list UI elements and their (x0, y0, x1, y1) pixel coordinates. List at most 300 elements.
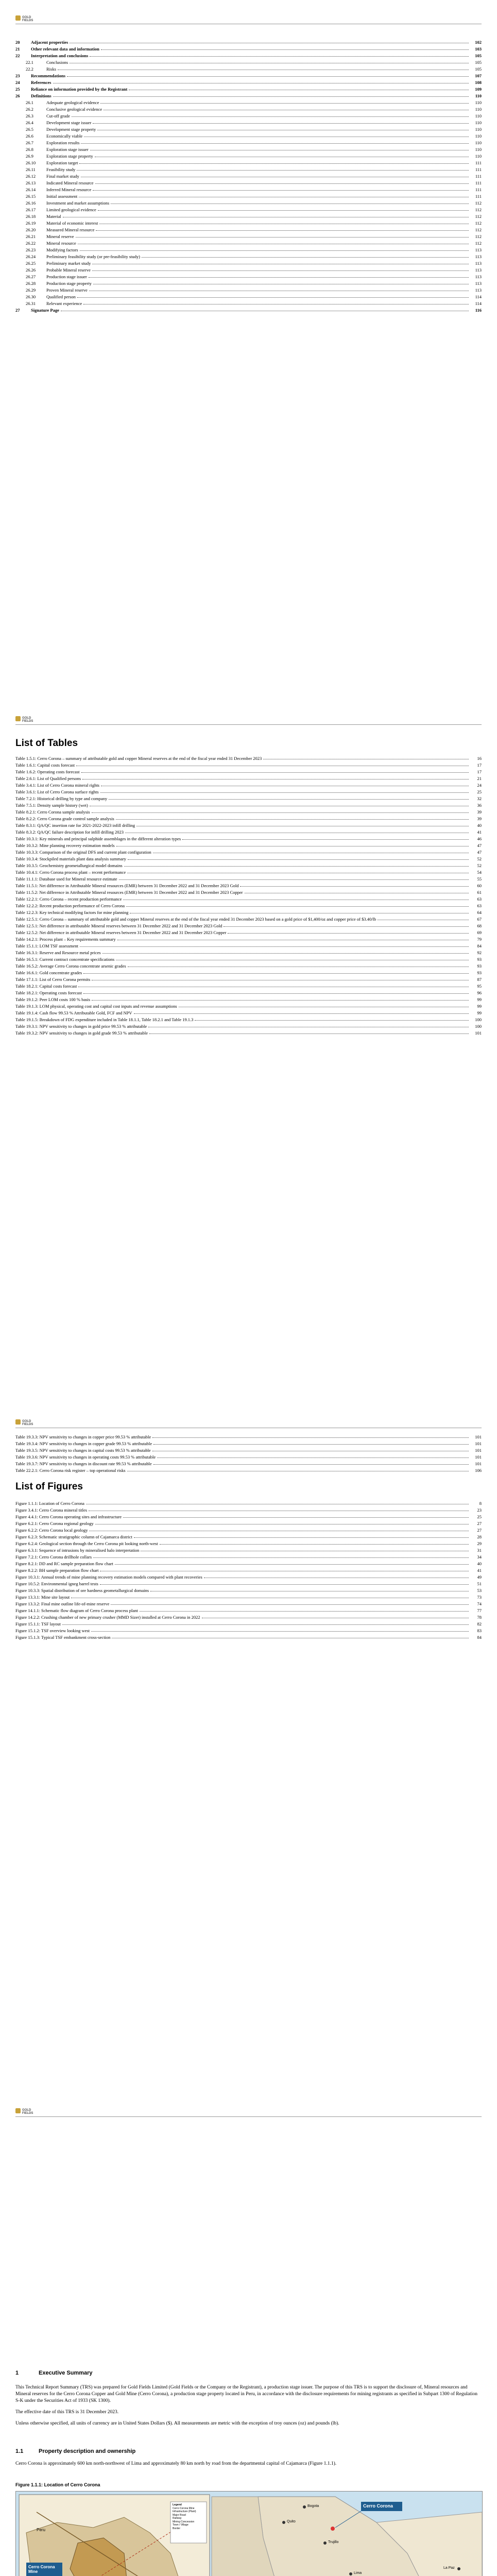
toc-row[interactable] (15, 875, 482, 882)
toc-row[interactable] (15, 1446, 482, 1453)
toc-row[interactable] (15, 1533, 482, 1539)
toc-row-page: 53 (477, 1588, 482, 1593)
toc-row[interactable] (15, 1466, 482, 1473)
toc-row-page: 8 (479, 1501, 482, 1506)
toc-row[interactable] (15, 246, 482, 252)
summary-page (0, 2102, 497, 2576)
toc-row-label: Recommendations (31, 73, 66, 78)
toc-row-label: Table 12.5.2: Net difference in attributable Mineral reserves between 31 December 2022 and 31 December 2023 Copper (15, 930, 227, 935)
toc-row-page: 32 (477, 796, 482, 801)
toc-row-label: Interpretation and conclusions (31, 53, 89, 58)
toc-row[interactable] (15, 1526, 482, 1533)
toc-row[interactable] (15, 1519, 482, 1526)
toc-row[interactable] (15, 1029, 482, 1036)
toc-row[interactable] (15, 982, 482, 989)
toc-row-page: 100 (475, 1024, 482, 1029)
leader-dots (76, 237, 469, 238)
toc-row-label: Table 18.2.1: Capital costs forecast (15, 984, 77, 989)
toc-row[interactable] (15, 112, 482, 118)
toc-row-number: 26.26 (26, 267, 36, 273)
toc-row[interactable] (15, 132, 482, 139)
leader-dots (92, 1000, 469, 1001)
toc-row-label: Limited geological evidence (46, 207, 96, 212)
toc-row-page: 92 (477, 950, 482, 955)
toc-row[interactable] (15, 192, 482, 199)
leader-dots (90, 56, 469, 57)
toc-row[interactable] (15, 1506, 482, 1513)
toc-row-number: 26.13 (26, 180, 36, 185)
paragraph: Cerro Corona is approximately 600 km north-northwest of Lima and approximately 80 km north by road from the departmental capital of Cajamarca (Figure 1.1.1). (15, 2461, 337, 2466)
toc-row-label: Measured Mineral resource (46, 227, 95, 232)
toc-row-number: 26.15 (26, 194, 36, 199)
toc-row[interactable] (15, 293, 482, 299)
toc-row-page: 84 (477, 1635, 482, 1640)
toc-row-number: 26.10 (26, 160, 36, 165)
leader-dots (98, 210, 469, 211)
toc-row[interactable] (15, 232, 482, 239)
toc-row-page: 111 (475, 167, 482, 172)
toc-row-label: Table 16.5.1: Current contract concentrate specifications (15, 957, 115, 962)
toc-row[interactable] (15, 159, 482, 165)
leader-dots (240, 886, 469, 887)
toc-row-label: Inferred Mineral resource (46, 187, 92, 192)
toc-row[interactable] (15, 58, 482, 65)
toc-row-page: 110 (475, 120, 482, 125)
toc-row-number: 26.5 (26, 127, 33, 132)
toc-row-label: Table 8.3.2: QA/QC failure description for infill drilling 2023 (15, 829, 124, 835)
toc-row-label: Figure 6.2.1: Cerro Corona regional geology (15, 1521, 94, 1526)
leader-dots (134, 1013, 469, 1014)
toc-row[interactable] (15, 1600, 482, 1606)
leader-dots (149, 1033, 469, 1034)
toc-row-page: 101 (475, 1454, 482, 1460)
legend-item: Town / Village (173, 2523, 188, 2527)
toc-row-label: Figure 14.2.2: Crushing chamber of new primary crusher (MMD Sizer) installed at Cerro Corona in 2022 (15, 1615, 200, 1620)
toc-row[interactable] (15, 1439, 482, 1446)
toc-row-page: 28 (477, 1534, 482, 1539)
toc-row-number: 26.31 (26, 301, 36, 306)
toc-row[interactable] (15, 219, 482, 226)
toc-row[interactable] (15, 955, 482, 962)
toc-row-page: 39 (477, 809, 482, 815)
toc-row[interactable] (15, 279, 482, 286)
toc-row[interactable] (15, 252, 482, 259)
toc-row[interactable] (15, 299, 482, 306)
legend-item: Railway (173, 2517, 182, 2520)
toc-row[interactable] (15, 165, 482, 172)
toc-row-label: Table 19.1.2: Peer LOM costs 100 % basis (15, 997, 91, 1002)
toc-row[interactable] (15, 888, 482, 895)
toc-row-label: Production stage property (46, 281, 92, 286)
leader-dots (102, 953, 469, 954)
toc-row-page: 16 (477, 756, 482, 761)
toc-row-page: 100 (475, 1017, 482, 1022)
toc-row[interactable] (15, 179, 482, 185)
toc-row-label: Adjacent properties (31, 40, 68, 45)
toc-row-label: Table 11.5.2: Net difference in Attributable Mineral resources (EMR) between 31 December 2022 and 31 December 2023 Copper (15, 890, 243, 895)
toc-row-number: 26.8 (26, 147, 33, 152)
toc-row-label: Other relevant data and information (31, 46, 99, 52)
toc-row[interactable] (15, 1453, 482, 1460)
legend-item: Infrastructure (Plant) (173, 2510, 196, 2513)
toc-row-number: 26.1 (26, 100, 33, 105)
toc-row[interactable] (15, 808, 482, 815)
toc-row-label: Figure 1.1.1: Location of Cerro Corona (15, 1501, 84, 1506)
leader-dots (126, 906, 469, 907)
legend-title: Legend (173, 2503, 182, 2506)
toc-row-page: 101 (475, 1441, 482, 1446)
leader-dots (91, 1631, 469, 1632)
toc-row[interactable] (15, 1022, 482, 1029)
toc-row[interactable] (15, 145, 482, 152)
toc-row[interactable] (15, 1009, 482, 1015)
toc-row[interactable] (15, 199, 482, 206)
toc-row-page: 93 (477, 970, 482, 975)
toc-row-number: 26.25 (26, 261, 36, 266)
toc-row-page: 67 (477, 917, 482, 922)
toc-row-label: Relevant experience (46, 301, 82, 306)
toc-row-label: Table 3.4.1: List of Cerro Corona mineral rights (15, 783, 99, 788)
toc-row-label: Figure 15.1.2: TSF overview looking west (15, 1628, 90, 1633)
toc-row[interactable] (15, 761, 482, 768)
toc-row[interactable] (15, 1613, 482, 1620)
toc-row-page: 106 (475, 1468, 482, 1473)
toc-row[interactable] (15, 781, 482, 788)
property-text (15, 2461, 482, 2472)
city-marker-icon (457, 2567, 460, 2570)
toc-row-number: 26.24 (26, 254, 36, 259)
toc-row-page: 47 (477, 850, 482, 855)
city-marker-icon (303, 2505, 306, 2509)
toc-row[interactable] (15, 172, 482, 179)
toc-row[interactable] (15, 98, 482, 105)
toc-row-label: Figure 6.2.3: Schematic stratigraphic column of Cajamarca district (15, 1534, 132, 1539)
toc-row-label: Table 22.2.1: Cerro Corona risk register – top operational risks (15, 1468, 126, 1473)
leader-dots (80, 250, 469, 251)
toc-row-label: Figure 15.1.3: Typical TSF embankment cross-section (15, 1635, 111, 1640)
toc-row[interactable] (15, 1560, 482, 1566)
toc-row[interactable] (15, 85, 482, 92)
toc-row[interactable] (15, 841, 482, 848)
toc-row[interactable] (15, 1546, 482, 1553)
toc-row[interactable] (15, 78, 482, 85)
city-marker-icon (349, 2572, 352, 2575)
toc-row[interactable] (15, 975, 482, 982)
toc-row-page: 46 (477, 836, 482, 841)
toc-row[interactable] (15, 306, 482, 313)
toc-row[interactable] (15, 72, 482, 78)
toc-row[interactable] (15, 815, 482, 821)
leader-dots (142, 257, 469, 258)
header-rule (15, 2116, 482, 2117)
toc-row-label: Mineral resource (46, 241, 76, 246)
toc-row-label: Figure 8.2.2: BH sample preparation flow chart (15, 1568, 99, 1573)
toc-row-number: 26.28 (26, 281, 36, 286)
toc-row-label: Conclusive geological evidence (46, 107, 102, 112)
toc-row[interactable] (15, 962, 482, 969)
toc-row-label: Table 15.1.1: LOM TSF assessment (15, 943, 79, 948)
toc-row[interactable] (15, 1633, 482, 1640)
toc-row[interactable] (15, 868, 482, 875)
toc-row-page: 110 (475, 140, 482, 145)
section-heading: 1 Executive Summary (15, 2370, 93, 2376)
toc-row-page: 99 (477, 997, 482, 1002)
toc-row[interactable] (15, 185, 482, 192)
toc-row-number: 22.1 (26, 60, 33, 65)
toc-row[interactable] (15, 922, 482, 928)
toc-row-page: 114 (475, 294, 482, 299)
paragraph: This Technical Report Summary (TRS) was prepared for Gold Fields Limited (Gold Fields or the Company or the Registrant), a production stage issuer. The purpose of this TRS is to support the disclosure of, Mineral resources and Mineral reserves for the Cerro Corona Copper and Gold Mine (Cerro Corona), a production stage property located in Peru, in accordance with the disclosure requirements for mining registrants as specified in Subpart 1300 of Regulation S-K under the Securities Act of 1933 (SK 1300). (15, 2385, 477, 2403)
toc-row-label: Table 8.2.2: Cerro Corona grade control sample analysis (15, 816, 114, 821)
toc-row[interactable] (15, 239, 482, 246)
list-of-figures-title: List of Figures (15, 1481, 83, 1492)
callout-right-label: Cerro Corona (363, 2503, 393, 2509)
toc-row[interactable] (15, 118, 482, 125)
toc-row[interactable] (15, 948, 482, 955)
leader-dots (83, 993, 469, 994)
toc-row[interactable] (15, 828, 482, 835)
toc-row-page: 103 (475, 46, 482, 52)
toc-row-number: 26.7 (26, 140, 33, 145)
toc-row[interactable] (15, 835, 482, 841)
toc-row-label: Production stage issuer (46, 274, 87, 279)
toc-row-page: 110 (475, 147, 482, 152)
toc-row[interactable] (15, 861, 482, 868)
toc-row[interactable] (15, 1539, 482, 1546)
toc-row-label: Table 7.5.1: Density sample history (wet) (15, 803, 88, 808)
toc-row-label: Table 16.5.2: Average Cerro Corona concentrate arsenic grades (15, 963, 126, 969)
toc-row[interactable] (15, 1513, 482, 1519)
toc-row-page: 63 (477, 903, 482, 908)
toc-row-page: 51 (477, 1581, 482, 1586)
toc-row[interactable] (15, 105, 482, 112)
toc-row[interactable] (15, 1015, 482, 1022)
toc-row[interactable] (15, 855, 482, 861)
toc-row[interactable] (15, 1573, 482, 1580)
toc-row-number: 21 (15, 46, 20, 52)
toc-row-number: 26.6 (26, 133, 33, 139)
toc-row-label: Table 7.2.1: Historical drilling by type and company (15, 796, 108, 801)
toc-row-label: Table 19.1.4: Cash flow 99.53 % Attributable Gold, FCF and NPV (15, 1010, 132, 1015)
toc-row[interactable] (15, 45, 482, 52)
toc-row-page: 113 (475, 254, 482, 259)
leader-dots (152, 1437, 469, 1438)
toc-row-label: Table 11.5.1: Net difference in Attributable Mineral resources (EMR) between 31 December 2022 and 31 December 2023 Gold (15, 883, 239, 888)
toc-row-label: Figure 13.3.1: Mine site layout (15, 1595, 70, 1600)
toc-row-page: 82 (477, 1621, 482, 1626)
toc-row-number: 26.4 (26, 120, 33, 125)
leader-dots (77, 170, 469, 171)
toc-row-page: 93 (477, 957, 482, 962)
toc-row-page: 101 (475, 1030, 482, 1036)
toc-row-label: Table 8.3.1: QA/QC insertion rate for 2021-2022-2023 infill drilling (15, 823, 135, 828)
leader-dots (109, 799, 469, 800)
toc-row-label: Adequate geological evidence (46, 100, 99, 105)
paragraph: The effective date of this TRS is 31 December 2023. (15, 2410, 119, 2415)
tables-list-continued (15, 1433, 482, 1473)
toc-row[interactable] (15, 942, 482, 948)
toc-row[interactable] (15, 882, 482, 888)
toc-row[interactable] (15, 801, 482, 808)
gold-fields-logo: GOLD FIELDS (15, 2107, 33, 2114)
logo-mark-icon (15, 1419, 21, 1425)
city-label: Bogota (307, 2504, 319, 2508)
city-label: Quito (287, 2520, 296, 2523)
toc-row[interactable] (15, 794, 482, 801)
toc-row-page: 55 (477, 876, 482, 882)
leader-dots (195, 1020, 469, 1021)
toc-row[interactable] (15, 273, 482, 279)
toc-row[interactable] (15, 895, 482, 902)
toc-row-page: 74 (477, 1601, 482, 1606)
toc-row[interactable] (15, 226, 482, 232)
legend-item: Cerro Corona Mine (173, 2506, 195, 2510)
toc-row-label: Figure 7.2.1: Cerro Corona drillhole collars (15, 1554, 92, 1560)
toc-row[interactable] (15, 38, 482, 45)
toc-row[interactable] (15, 935, 482, 942)
toc-row-label: Risks (46, 66, 56, 72)
toc-row[interactable] (15, 915, 482, 922)
toc-row[interactable] (15, 989, 482, 995)
leader-dots (228, 933, 469, 934)
toc-row-page: 99 (477, 1004, 482, 1009)
leader-dots (81, 772, 469, 773)
toc-row-page: 63 (477, 896, 482, 902)
toc-row-page: 17 (477, 762, 482, 768)
toc-row[interactable] (15, 266, 482, 273)
toc-row-number: 26.23 (26, 247, 36, 252)
toc-row[interactable] (15, 1626, 482, 1633)
toc-row[interactable] (15, 206, 482, 212)
toc-row[interactable] (15, 259, 482, 266)
toc-row-page: 60 (477, 883, 482, 888)
toc-row-page: 40 (477, 1561, 482, 1566)
toc-row-page: 54 (477, 870, 482, 875)
toc-row[interactable] (15, 1553, 482, 1560)
callout-left-label: Cerro Corona Mine (28, 2565, 55, 2574)
leader-dots (153, 1444, 469, 1445)
toc-row-number: 22 (15, 53, 20, 58)
toc-row[interactable] (15, 768, 482, 774)
toc-row-page: 105 (475, 60, 482, 65)
toc-row[interactable] (15, 1606, 482, 1613)
toc-row[interactable] (15, 1586, 482, 1593)
legend-item: Mining Concession (173, 2520, 195, 2523)
toc-row[interactable] (15, 1566, 482, 1573)
toc-row[interactable] (15, 1620, 482, 1626)
toc-row[interactable] (15, 821, 482, 828)
toc-row-label: Development stage property (46, 127, 96, 132)
toc-row-label: Feasibility study (46, 167, 76, 172)
toc-row[interactable] (15, 754, 482, 761)
toc-row-label: Table 1.5.1: Cerro Corona – summary of attributable gold and copper Mineral reserves at the end of the fiscal year ended 31 December 2023 (15, 756, 262, 761)
toc-row-label: Table 19.3.3: NPV sensitivity to changes in copper price 99.53 % attributable (15, 1434, 151, 1439)
toc-row-label: Preliminary market study (46, 261, 91, 266)
map-graphic (16, 2492, 482, 2576)
toc-row-page: 41 (477, 829, 482, 835)
toc-row-page: 112 (475, 241, 482, 246)
toc-row[interactable] (15, 1593, 482, 1600)
toc-row-page: 113 (475, 261, 482, 266)
leader-dots (95, 183, 469, 184)
toc-row-page: 111 (475, 187, 482, 192)
city-marker-icon (282, 2521, 285, 2524)
toc-row[interactable] (15, 902, 482, 908)
logo-mark-icon (15, 2108, 21, 2113)
leader-dots (100, 1584, 469, 1585)
toc-row[interactable] (15, 52, 482, 58)
toc-row[interactable] (15, 1433, 482, 1439)
toc-row-page: 52 (477, 856, 482, 861)
toc-row-label: Table 10.4.1: Cerro Corona process plant – recent performance (15, 870, 126, 875)
toc-row[interactable] (15, 212, 482, 219)
toc-row-label: Table 14.2.1: Process plant – Key requirements summary (15, 937, 116, 942)
toc-row-page: 114 (475, 301, 482, 306)
toc-row[interactable] (15, 139, 482, 145)
toc-row[interactable] (15, 774, 482, 781)
toc-row-number: 25 (15, 87, 20, 92)
toc-row-label: Table 18.2.1: Operating costs forecast (15, 990, 82, 995)
toc-row-label: Exploration stage property (46, 154, 93, 159)
toc-row[interactable] (15, 928, 482, 935)
legend-item: Major Road (173, 2513, 186, 2517)
leader-dots (100, 103, 469, 104)
toc-row[interactable] (15, 848, 482, 855)
toc-row-label: References (31, 80, 52, 85)
toc-row[interactable] (15, 1499, 482, 1506)
toc-row[interactable] (15, 286, 482, 293)
toc-row-label: Cut-off grade (46, 113, 70, 118)
toc-row-page: 77 (477, 1608, 482, 1613)
toc-row-label: Development stage issuer (46, 120, 92, 125)
toc-row-label: Figure 15.1.1: TSF layout (15, 1621, 61, 1626)
toc-row-page: 27 (477, 1528, 482, 1533)
toc-row[interactable] (15, 125, 482, 132)
toc-row[interactable] (15, 995, 482, 1002)
toc-row-page: 102 (475, 40, 482, 45)
leader-dots (153, 1464, 469, 1465)
toc-row-number: 27 (15, 308, 20, 313)
toc-row[interactable] (15, 92, 482, 98)
toc-row[interactable] (15, 969, 482, 975)
toc-row-page: 49 (477, 1574, 482, 1580)
toc-row-label: Figure 10.3.1: Annual trends of mine planning recovery estimation models compared with plant recoveries (15, 1574, 202, 1580)
toc-row[interactable] (15, 788, 482, 794)
toc-row-number: 26.29 (26, 287, 36, 293)
mine-location-icon (331, 2527, 335, 2531)
toc-row-number: 26 (15, 93, 20, 98)
toc-row-label: Table 12.2.3: Key technical modifying factors for mine planning (15, 910, 129, 915)
toc-row[interactable] (15, 1460, 482, 1466)
toc-row-label: Figure 14.1.1: Schematic flow diagram of Cerro Corona process plant (15, 1608, 138, 1613)
leader-dots (67, 76, 469, 77)
toc-row-page: 101 (475, 1434, 482, 1439)
toc-row-label: Table 19.3.1: NPV sensitivity to changes in gold price 99.53 % attributable (15, 1024, 147, 1029)
intro-text (15, 2384, 482, 2432)
toc-row-number: 20 (15, 40, 20, 45)
toc-row-page: 79 (477, 937, 482, 942)
toc-row[interactable] (15, 65, 482, 72)
toc-row-label: Exploration stage issuer (46, 147, 89, 152)
toc-row[interactable] (15, 152, 482, 159)
leader-dots (89, 277, 469, 278)
toc-row-page: 24 (477, 783, 482, 788)
gold-fields-logo: GOLD FIELDS (15, 14, 33, 22)
toc-row[interactable] (15, 1580, 482, 1586)
toc-row[interactable] (15, 1002, 482, 1009)
toc-row[interactable] (15, 908, 482, 915)
toc-row-label: Table 19.3.6: NPV sensitivity to changes in operating costs 99.53 % attributable (15, 1454, 156, 1460)
